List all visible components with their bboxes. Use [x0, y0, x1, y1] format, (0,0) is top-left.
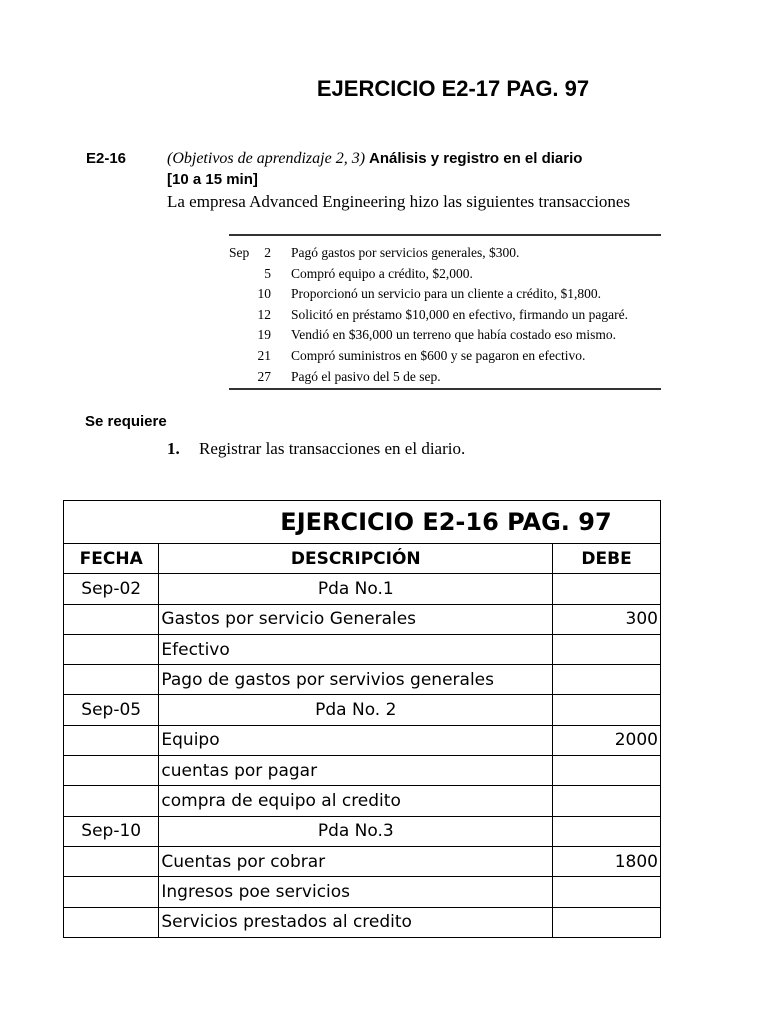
journal-table — [63, 500, 661, 938]
requirement-text: Registrar las transacciones en el diario. — [199, 439, 466, 458]
cell-debe: 1800 — [553, 846, 661, 876]
table-row — [64, 574, 661, 604]
cell-fecha — [64, 786, 159, 816]
transaction-item — [229, 367, 661, 388]
cell-fecha — [64, 604, 159, 634]
requirement-item — [167, 439, 465, 459]
cell-descripcion: cuentas por pagar — [159, 756, 553, 786]
cell-fecha — [64, 725, 159, 755]
table-row — [64, 877, 661, 907]
table-row — [64, 604, 661, 634]
cell-descripcion: Cuentas por cobrar — [159, 846, 553, 876]
table-row — [64, 725, 661, 755]
cell-descripcion: Servicios prestados al credito — [159, 907, 553, 937]
journal-body — [64, 574, 661, 938]
table-row — [64, 907, 661, 937]
exercise-intro: La empresa Advanced Engineering hizo las siguientes transacciones — [167, 192, 631, 211]
table-row — [64, 816, 661, 846]
table-row — [64, 695, 661, 725]
cell-fecha: Sep-02 — [64, 574, 159, 604]
journal-header-row — [64, 544, 661, 574]
cell-fecha — [64, 877, 159, 907]
header-fecha: FECHA — [64, 544, 159, 574]
cell-fecha: Sep-10 — [64, 816, 159, 846]
cell-debe — [553, 574, 661, 604]
transaction-item — [229, 325, 661, 346]
exercise-heading — [167, 150, 582, 168]
cell-descripcion: Pda No.3 — [159, 816, 553, 846]
cell-fecha: Sep-05 — [64, 695, 159, 725]
transaction-text: Compró equipo a crédito, $2,000. — [291, 265, 473, 281]
cell-debe — [553, 907, 661, 937]
page-title: EJERCICIO E2-17 PAG. 97 — [316, 76, 590, 101]
table-row — [64, 634, 661, 664]
cell-fecha — [64, 634, 159, 664]
cell-descripcion: Pago de gastos por servivios generales — [159, 665, 553, 695]
exercise-code: E2-16 — [86, 150, 127, 167]
transaction-text: Compró suministros en $600 y se pagaron en efectivo. — [291, 347, 586, 363]
cell-descripcion: Gastos por servicio Generales — [159, 604, 553, 634]
table-row — [64, 786, 661, 816]
transaction-day: 21 — [257, 347, 271, 363]
cell-descripcion: Pda No. 2 — [159, 695, 553, 725]
transaction-day: 27 — [257, 368, 271, 384]
transaction-text: Pagó el pasivo del 5 de sep. — [291, 368, 441, 384]
journal-title-row — [64, 501, 661, 544]
cell-fecha — [64, 846, 159, 876]
transaction-day: 12 — [257, 306, 271, 322]
transaction-day: 2 — [264, 245, 271, 260]
transaction-text: Vendió en $36,000 un terreno que había costado eso mismo. — [291, 327, 617, 343]
transaction-text: Proporcionó un servicio para un cliente a crédito, $1,800. — [291, 286, 602, 302]
cell-debe — [553, 634, 661, 664]
cell-descripcion: compra de equipo al credito — [159, 786, 553, 816]
exercise-objectives: (Objetivos de aprendizaje 2, 3) — [167, 150, 366, 167]
exercise-time: [10 a 15 min] — [167, 171, 258, 188]
cell-debe: 2000 — [553, 725, 661, 755]
cell-descripcion: Pda No.1 — [159, 574, 553, 604]
cell-debe: 300 — [553, 604, 661, 634]
transaction-text: Solicitó en préstamo $10,000 en efectivo, firmando un pagaré. — [291, 306, 629, 322]
transaction-item — [229, 305, 661, 326]
transaction-day: 19 — [257, 327, 271, 343]
table-row — [64, 665, 661, 695]
cell-debe — [553, 816, 661, 846]
journal-title: EJERCICIO E2-16 PAG. 97 — [64, 501, 661, 544]
requirement-number: 1. — [167, 439, 180, 458]
cell-descripcion: Efectivo — [159, 634, 553, 664]
cell-descripcion: Ingresos poe servicios — [159, 877, 553, 907]
table-row — [64, 756, 661, 786]
table-row — [64, 846, 661, 876]
cell-debe — [553, 756, 661, 786]
transaction-month: Sep — [229, 245, 250, 260]
cell-fecha — [64, 665, 159, 695]
requirement-heading: Se requiere — [85, 413, 167, 430]
transaction-item — [229, 346, 661, 367]
cell-descripcion: Equipo — [159, 725, 553, 755]
transaction-item — [229, 243, 661, 264]
header-descripcion: DESCRIPCIÓN — [159, 544, 553, 574]
cell-debe — [553, 695, 661, 725]
transactions-list — [229, 243, 661, 387]
cell-fecha — [64, 756, 159, 786]
cell-debe — [553, 665, 661, 695]
transaction-item — [229, 264, 661, 285]
cell-debe — [553, 877, 661, 907]
cell-debe — [553, 786, 661, 816]
cell-fecha — [64, 907, 159, 937]
transaction-text: Pagó gastos por servicios generales, $300. — [291, 245, 520, 260]
transaction-day: 5 — [264, 265, 271, 281]
header-debe: DEBE — [553, 544, 661, 574]
transaction-day: 10 — [257, 286, 271, 302]
exercise-topic: Análisis y registro en el diario — [369, 150, 583, 167]
transaction-item — [229, 284, 661, 305]
